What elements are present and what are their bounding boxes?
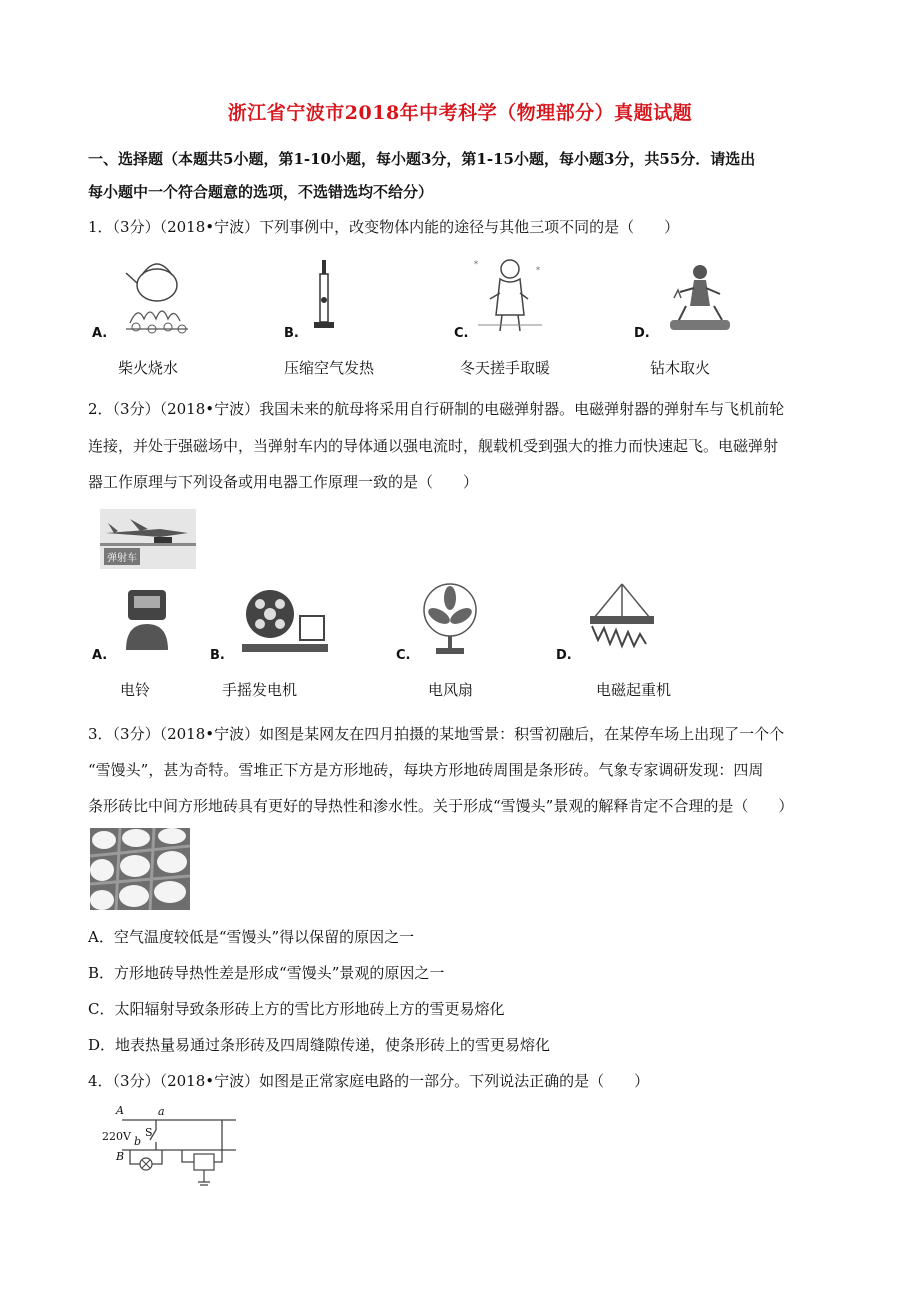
circuit-switch: S — [145, 1126, 153, 1139]
q2-option-d — [584, 582, 660, 652]
q2-option-a — [118, 588, 176, 658]
q1-option-b — [300, 258, 350, 336]
page-title: 浙江省宁波市2018年中考科学（物理部分）真题试题 — [227, 102, 693, 124]
svg-text:*: * — [536, 266, 540, 275]
q2-option-d-caption: 电磁起重机 — [596, 681, 672, 699]
q2-stem-line2: 连接，并处于强磁场中，当弹射车内的导体通以强电流时，舰载机受到强大的推力而快速起飞。电磁弹射 — [88, 437, 779, 455]
electric-bell-icon — [118, 588, 176, 658]
q2-option-b-caption: 手摇发电机 — [222, 681, 298, 699]
home-circuit-icon — [100, 1104, 240, 1194]
q1-stem: 1．（3分）（2018•宁波）下列事例中，改变物体内能的途径与其他三项不同的是（ ） — [88, 218, 680, 236]
q1-option-b-letter: B. — [284, 326, 299, 341]
q1-option-b-caption: 压缩空气发热 — [284, 359, 375, 377]
section-heading-line2: 每小题中一个符合题意的选项，不选错选均不给分） — [88, 183, 434, 201]
air-compression-icon — [300, 258, 350, 336]
circuit-node-a: a — [158, 1105, 165, 1118]
q2-option-d-letter: D. — [556, 648, 572, 663]
q2-option-c-letter: C. — [396, 648, 411, 663]
q4-stem: 4．（3分）（2018•宁波）如图是正常家庭电路的一部分。下列说法正确的是（ ） — [88, 1072, 650, 1090]
q3-option-d: D．地表热量易通过条形砖及四周缝隙传递，使条形砖上的雪更易熔化 — [88, 1036, 551, 1054]
q1-option-d-caption: 钻木取火 — [650, 359, 711, 377]
q3-stem-line3: 条形砖比中间方形地砖具有更好的导热性和渗水性。关于形成“雪馒头”景观的解释肯定不合理的是（ ） — [88, 797, 794, 815]
q4-circuit-figure — [100, 1104, 240, 1194]
q2-stem-line3: 器工作原理与下列设备或用电器工作原理一致的是（ ） — [88, 473, 479, 491]
kettle-fire-icon — [92, 255, 202, 337]
q1-option-c — [470, 255, 550, 337]
q2-option-a-letter: A. — [92, 648, 108, 663]
q3-option-b: B．方形地砖导热性差是形成“雪馒头”景观的原因之一 — [88, 964, 445, 982]
q1-option-d-letter: D. — [634, 326, 650, 341]
q1-option-a — [92, 255, 202, 337]
electric-fan-icon — [420, 582, 480, 658]
q2-option-c — [420, 582, 480, 658]
q2-catapult-figure — [100, 509, 196, 569]
q1-option-d — [660, 262, 740, 337]
circuit-label-a: A — [116, 1104, 124, 1117]
q3-option-a: A．空气温度较低是“雪馒头”得以保留的原因之一 — [88, 928, 415, 946]
svg-text:*: * — [474, 260, 478, 269]
catapult-label: 弹射车 — [104, 548, 140, 565]
q2-option-c-caption: 电风扇 — [428, 681, 474, 699]
q3-snow-figure — [90, 828, 190, 910]
q3-stem-line1: 3．（3分）（2018•宁波）如图是某网友在四月拍摄的某地雪景：积雪初融后，在某停车场上出现了一个个 — [88, 725, 785, 743]
electromagnetic-crane-icon — [584, 582, 660, 652]
q1-option-a-letter: A. — [92, 326, 108, 341]
q2-option-b-letter: B. — [210, 648, 225, 663]
circuit-node-b: b — [134, 1135, 142, 1148]
q2-stem-line1: 2．（3分）（2018•宁波）我国未来的航母将采用自行研制的电磁弹射器。电磁弹射器的弹射车与飞机前轮 — [88, 400, 785, 418]
q1-option-c-caption: 冬天搓手取暖 — [460, 359, 551, 377]
q2-option-b — [238, 586, 332, 656]
q1-option-a-caption: 柴火烧水 — [118, 359, 179, 377]
section-heading-line1: 一、选择题（本题共5小题，第1-10小题，每小题3分，第1-15小题，每小题3分，共55分．请选出 — [88, 150, 756, 168]
q3-option-c: C．太阳辐射导致条形砖上方的雪比方形地砖上方的雪更易熔化 — [88, 1000, 505, 1018]
circuit-voltage: 220V — [102, 1130, 131, 1143]
circuit-label-b: B — [116, 1150, 125, 1163]
q2-option-a-caption: 电铃 — [120, 681, 151, 699]
rubbing-hands-icon — [470, 255, 550, 337]
q3-stem-line2: “雪馒头”，甚为奇特。雪堆正下方是方形地砖，每块方形地砖周围是条形砖。气象专家调研发现：四周 — [88, 761, 764, 779]
snow-mounds-icon — [90, 828, 190, 910]
q1-option-c-letter: C. — [454, 326, 469, 341]
drilling-wood-icon — [660, 262, 740, 337]
hand-generator-icon — [238, 586, 332, 656]
